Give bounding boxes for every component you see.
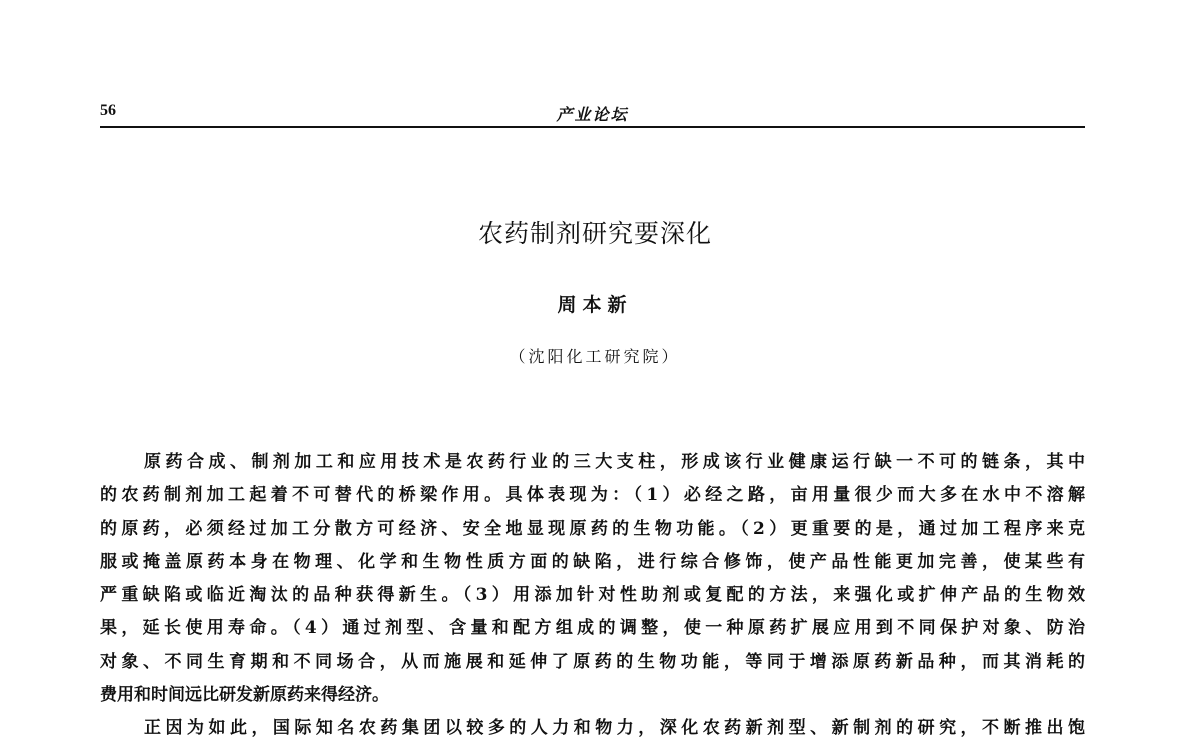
article-body — [100, 446, 1085, 746]
body-line: 服或掩盖原药本身在物理、化学和生物性质方面的缺陷，进行综合修饰，使产品性能更加完善，使某些有 — [100, 551, 1085, 572]
article-author: 周本新 — [557, 294, 633, 316]
body-line: 对象、不同生育期和不同场合，从而施展和延伸了原药的生物功能，等同于增添原药新品种，而其消耗的 — [100, 651, 1085, 672]
running-header — [100, 100, 1085, 128]
article-affiliation: （沈阳化工研究院） — [509, 347, 681, 366]
article-title: 农药制剂研究要深化 — [477, 219, 712, 248]
section-name: 产业论坛 — [556, 105, 629, 124]
page-number: 56 — [100, 102, 116, 119]
body-line: 果，延长使用寿命。（4）通过剂型、含量和配方组成的调整，使一种原药扩展应用到不同保护对象、防治 — [100, 618, 1085, 639]
body-line: 严重缺陷或临近淘汰的品种获得新生。（3）用添加针对性助剂或复配的方法，来强化或扩伸产品的生物效 — [100, 585, 1085, 606]
body-line: 费用和时间远比研发新原药来得经济。 — [100, 685, 389, 706]
body-line: 的原药，必须经过加工分散方可经济、安全地显现原药的生物功能。（2）更重要的是，通过加工程序来克 — [100, 518, 1085, 539]
body-line: 的农药制剂加工起着不可替代的桥梁作用。具体表现为：（1）必经之路，亩用量很少而大多在水中不溶解 — [100, 485, 1085, 506]
body-line: 原药合成、制剂加工和应用技术是农药行业的三大支柱，形成该行业健康运行缺一不可的链条，其中 — [144, 452, 1085, 472]
body-line: 正因为如此，国际知名农药集团以较多的人力和物力，深化农药新剂型、新制剂的研究，不断推出饱 — [144, 718, 1085, 739]
